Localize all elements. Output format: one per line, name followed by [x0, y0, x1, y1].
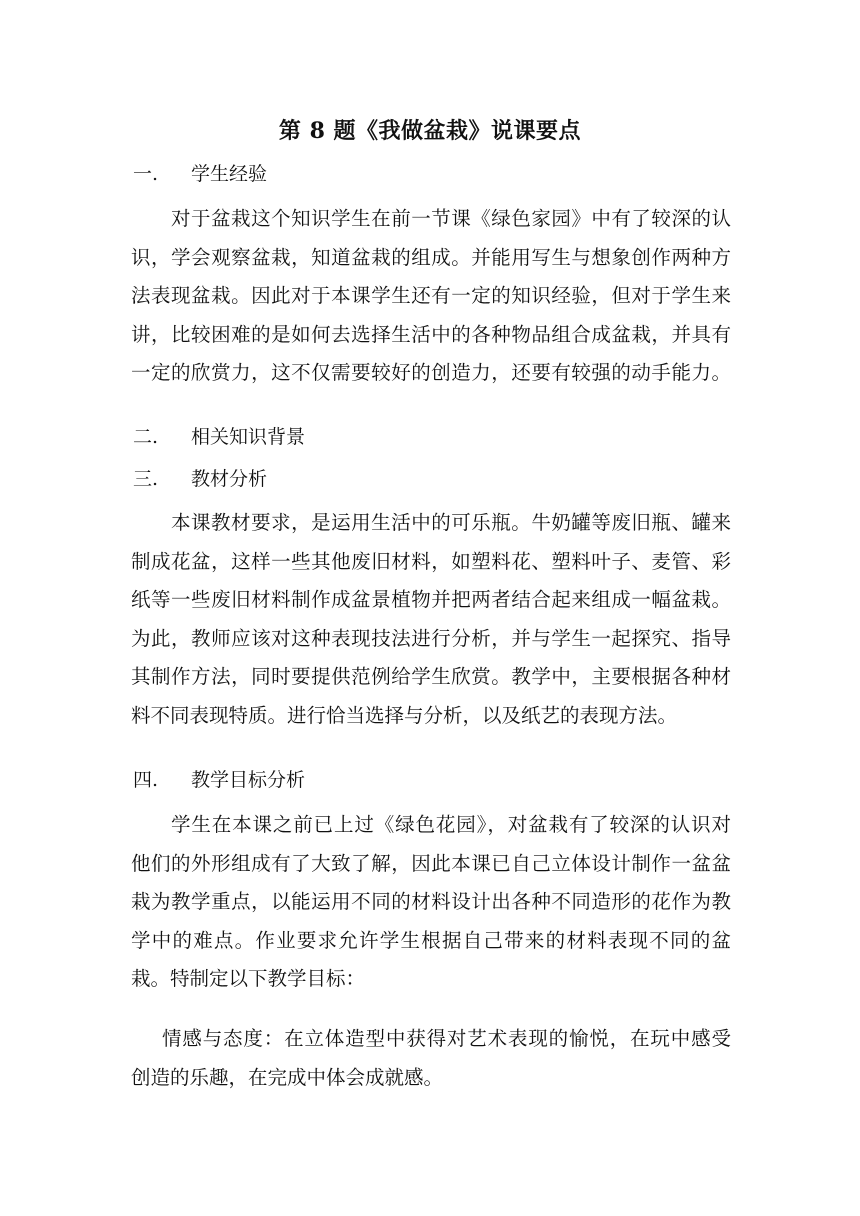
paragraph-line: 其制作方法，同时要提供范例给学生欣赏。教学中，主要根据各种材	[131, 665, 731, 689]
section-heading-4	[133, 765, 305, 795]
paragraph-line: 本课教材要求，是运用生活中的可乐瓶。牛奶罐等废旧瓶、罐来	[171, 511, 731, 534]
section-paragraph-3	[131, 504, 731, 736]
paragraph-line: 纸等一些废旧材料制作成盆景植物并把两者结合起来组成一幅盆栽。	[131, 588, 731, 612]
paragraph-line: 学生在本课之前已上过《绿色花园》，对盆栽有了较深的认识对	[171, 813, 731, 836]
paragraph-line: 创造的乐趣，在完成中体会成就感。	[131, 1065, 444, 1089]
paragraph-line: 一定的欣赏力，这不仅需要较好的创造力，还要有较强的动手能力。	[131, 361, 731, 385]
section-title: 学生经验	[191, 163, 268, 185]
goal-paragraph-emotion	[131, 1020, 731, 1097]
paragraph-line: 栽为教学重点，以能运用不同的材料设计出各种不同造形的花作为教	[131, 890, 731, 914]
paragraph-line: 为此，教师应该对这种表现技法进行分析，并与学生一起探究、指导	[131, 626, 731, 650]
paragraph-line: 对于盆栽这个知识学生在前一节课《绿色家园》中有了较深的认	[171, 207, 731, 230]
section-paragraph-4	[131, 806, 731, 999]
paragraph-line: 他们的外形组成有了大致了解，因此本课已自己立体设计制作一盆盆	[131, 851, 731, 875]
section-heading-2	[133, 422, 305, 452]
section-number: 四.	[133, 769, 159, 791]
paragraph-line: 法表现盆栽。因此对于本课学生还有一定的知识经验，但对于学生来	[131, 284, 731, 308]
paragraph-line: 识，学会观察盆栽，知道盆栽的组成。并能用写生与想象创作两种方	[131, 245, 731, 269]
paragraph-line: 讲，比较困难的是如何去选择生活中的各种物品组合成盆栽，并具有	[131, 322, 731, 346]
paragraph-line: 情感与态度：在立体造型中获得对艺术表现的愉悦，在玩中感受	[162, 1027, 731, 1050]
section-number: 一.	[133, 163, 159, 185]
section-title: 教学目标分析	[191, 769, 306, 791]
paragraph-line: 料不同表现特质。进行恰当选择与分析，以及纸艺的表现方法。	[131, 703, 678, 727]
section-number: 二.	[133, 426, 159, 448]
document-title: 第 8 题《我做盆栽》说课要点	[278, 118, 582, 144]
paragraph-line: 制成花盆，这样一些其他废旧材料，如塑料花、塑料叶子、麦管、彩	[131, 549, 731, 573]
section-title: 教材分析	[191, 468, 268, 490]
section-title: 相关知识背景	[191, 426, 306, 448]
section-number: 三.	[133, 468, 159, 490]
section-paragraph-1	[131, 200, 731, 393]
section-heading-3	[133, 464, 267, 494]
paragraph-line: 学中的难点。作业要求允许学生根据自己带来的材料表现不同的盆	[131, 928, 731, 952]
section-heading-1	[133, 159, 267, 189]
paragraph-line: 栽。特制定以下教学目标：	[131, 967, 366, 991]
